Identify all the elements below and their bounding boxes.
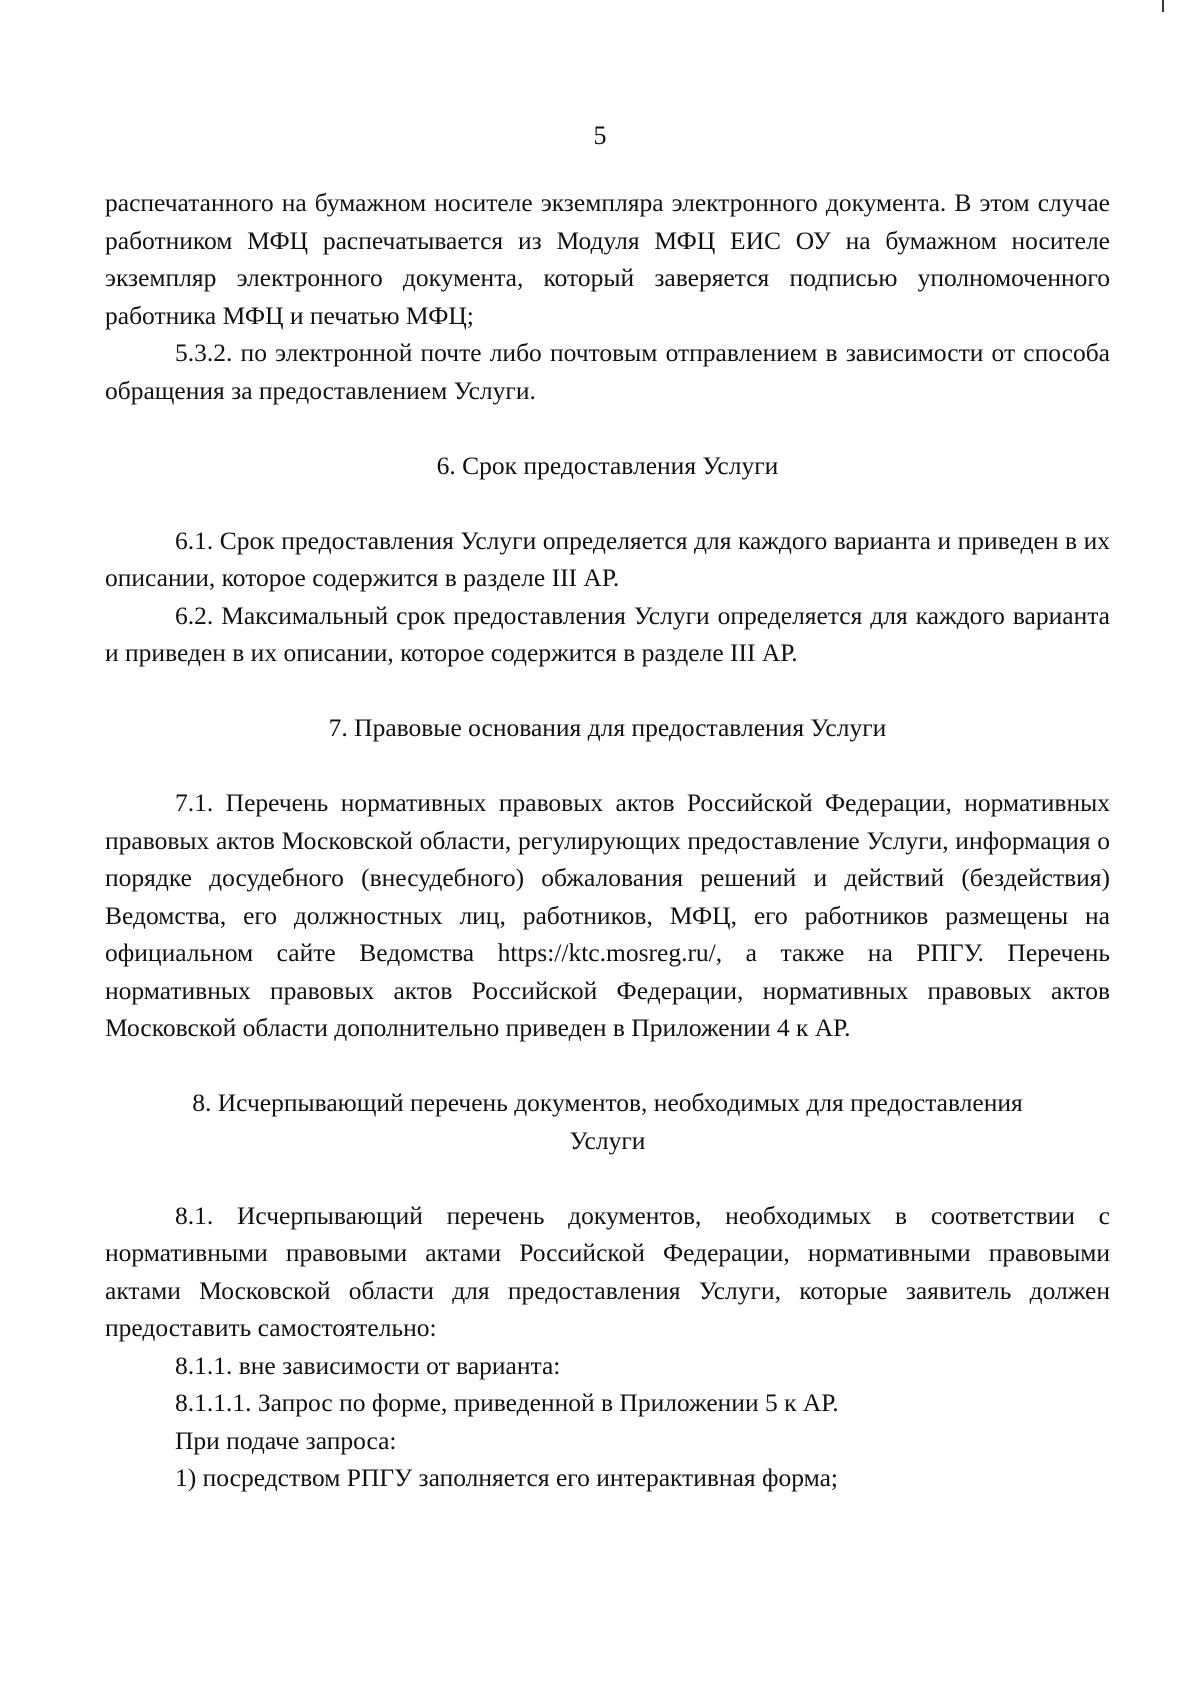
paragraph-5-3-1-continuation: распечатанного на бумажном носителе экземпляра электронного документа. В этом случае работником МФЦ распечатывается из Модуля МФЦ ЕИС ОУ на бумажном носителе экземпляр электронного документа, который заверяется подписью уполномоченного работника МФЦ и печатью МФЦ; <box>105 188 1110 330</box>
paragraph-request-submission: При подаче запроса: <box>175 1425 397 1455</box>
list-item-1: 1) посредством РПГУ заполняется его интерактивная форма; <box>175 1463 838 1492</box>
paragraph-8-1-1-1: 8.1.1.1. Запрос по форме, приведенной в Приложении 5 к АР. <box>175 1388 839 1417</box>
paragraph-8-1-1: 8.1.1. вне зависимости от варианта: <box>175 1350 561 1380</box>
section-heading-7: 7. Правовые основания для предоставления Услуги <box>328 713 887 742</box>
paragraph-5-3-2: 5.3.2. по электронной почте либо почтовым отправлением в зависимости от способа обращения за предоставлением Услуги. <box>105 338 1110 405</box>
section-heading-6: 6. Срок предоставления Услуги <box>436 450 779 480</box>
section-heading-8-line-1: 8. Исчерпывающий перечень документов, необходимых для предоставления <box>192 1088 1023 1117</box>
paragraph-6-2: 6.2. Максимальный срок предоставления Услуги определяется для каждого варианта и приведен в их описании, которое содержится в разделе III АР. <box>105 600 1110 667</box>
section-heading-8-line-2: Услуги <box>569 1125 646 1155</box>
paragraph-6-1: 6.1. Срок предоставления Услуги определяется для каждого варианта и приведен в их описании, которое содержится в разделе III АР. <box>105 525 1110 592</box>
document-body <box>105 184 1110 1497</box>
scan-edge-mark <box>1162 0 1164 12</box>
section-heading-8 <box>105 1084 1110 1159</box>
page-number: 5 <box>593 121 607 150</box>
paragraph-7-1: 7.1. Перечень нормативных правовых актов Российской Федерации, нормативных правовых актов Московской области, регулирующих предоставление Услуги, информация о порядке досудебного (внесудебного) обжалования решений и действий (бездействия) Ведомства, его должностных лиц, работников, МФЦ, его работников размещены на официальном сайте Ведомства https://ktc.mosreg.ru/, а также на РПГУ. Перечень нормативных правовых актов Российской Федерации, нормативных правовых актов Московской области дополнительно приведен в Приложении 4 к АР. <box>105 788 1110 1042</box>
paragraph-8-1: 8.1. Исчерпывающий перечень документов, необходимых в соответствии с нормативными правовыми актами Российской Федерации, нормативными правовыми актами Московской области для предоставления Услуги, которые заявитель должен предоставить самостоятельно: <box>105 1200 1110 1342</box>
